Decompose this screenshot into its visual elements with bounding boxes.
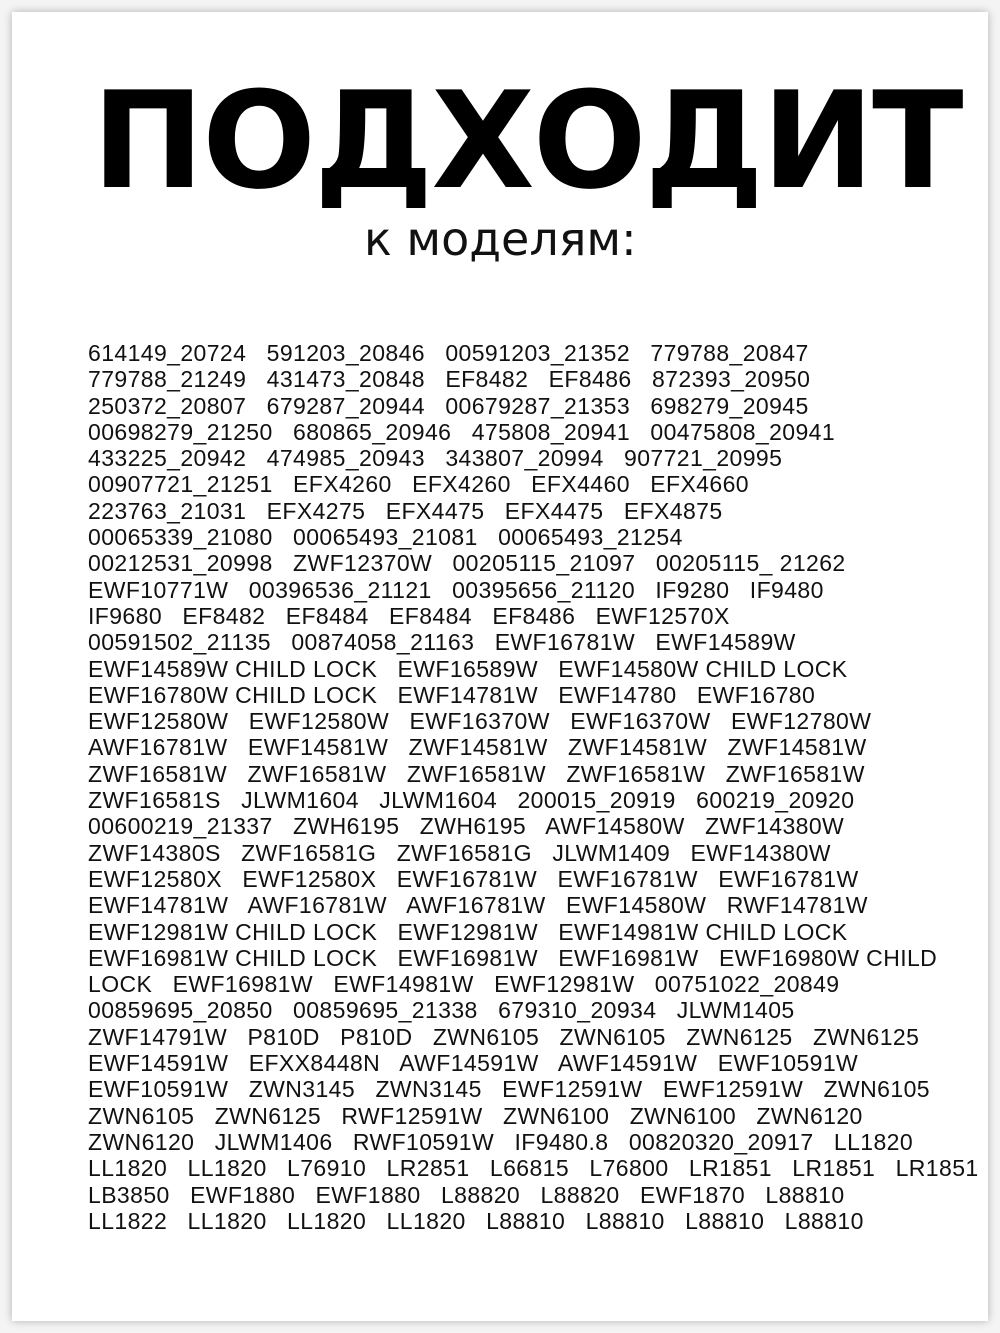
model-list-line: EWF12981W CHILD LOCK EWF12981W EWF14981W CHILD LOCK — [88, 918, 848, 945]
model-list-line: LL1822 LL1820 LL1820 LL1820 L88810 L88810 L88810 L88810 — [88, 1207, 864, 1234]
model-list-line: 614149_20724 591203_20846 00591203_21352 779788_20847 — [88, 340, 809, 366]
model-list-line: LL1820 LL1820 L76910 LR2851 L66815 L76800 LR1851 LR1851 LR1851 — [88, 1155, 979, 1182]
model-list-line: 00600219_21337 ZWH6195 ZWH6195 AWF14580W ZWF14380W — [88, 813, 845, 840]
model-list-line: 433225_20942 474985_20943 343807_20994 907721_20995 — [88, 445, 783, 472]
model-list-line: 250372_20807 679287_20944 00679287_21353 698279_20945 — [88, 392, 809, 419]
model-list-line: LB3850 EWF1880 EWF1880 L88820 L88820 EWF1870 L88810 — [88, 1181, 845, 1208]
model-list-line: EWF10591W ZWN3145 ZWN3145 EWF12591W EWF12591W ZWN6105 — [88, 1076, 930, 1103]
model-list-line: AWF16781W EWF14581W ZWF14581W ZWF14581W ZWF14581W — [88, 734, 867, 761]
model-list-line: 00591502_21135 00874058_21163 EWF16781W EWF14589W — [88, 629, 796, 656]
model-list-line: EWF16981W CHILD LOCK EWF16981W EWF16981W EWF16980W CHILD — [88, 944, 938, 971]
model-list-line: 00065339_21080 00065493_21081 00065493_21254 — [88, 524, 683, 551]
model-list-line: ZWN6105 ZWN6125 RWF12591W ZWN6100 ZWN6100 ZWN6120 — [88, 1102, 863, 1129]
page-title: ПОДХОДИТ — [92, 63, 962, 219]
page-subtitle: к моделям: — [364, 212, 637, 266]
model-list-line: EWF12580W EWF12580W EWF16370W EWF16370W EWF12780W — [88, 708, 872, 735]
model-list — [88, 340, 988, 1234]
model-list-line: EWF14589W CHILD LOCK EWF16589W EWF14580W CHILD LOCK — [88, 655, 848, 682]
model-list-line: IF9680 EF8482 EF8484 EF8484 EF8486 EWF12570X — [88, 602, 730, 629]
model-list-line: 00698279_21250 680865_20946 475808_20941 00475808_20941 — [88, 418, 836, 445]
model-list-line: ZWF14380S ZWF16581G ZWF16581G JLWM1409 EWF14380W — [88, 839, 831, 866]
model-list-line: LOCK EWF16981W EWF14981W EWF12981W 00751022_20849 — [88, 971, 840, 998]
model-list-line: 00859695_20850 00859695_21338 679310_20934 JLWM1405 — [88, 997, 795, 1024]
model-list-line: ZWF16581W ZWF16581W ZWF16581W ZWF16581W ZWF16581W — [88, 760, 865, 787]
model-list-line: ZWN6120 JLWM1406 RWF10591W IF9480.8 00820320_20917 LL1820 — [88, 1128, 914, 1155]
model-list-line: 223763_21031 EFX4275 EFX4475 EFX4475 EFX4875 — [88, 497, 723, 524]
model-list-line: EWF14781W AWF16781W AWF16781W EWF14580W RWF14781W — [88, 892, 868, 919]
model-list-line: ZWF14791W P810D P810D ZWN6105 ZWN6105 ZWN6125 ZWN6125 — [88, 1023, 920, 1050]
model-list-line: ZWF16581S JLWM1604 JLWM1604 200015_20919 600219_20920 — [88, 787, 855, 814]
model-list-line: EWF10771W 00396536_21121 00395656_21120 IF9280 IF9480 — [88, 576, 824, 603]
product-sheet — [12, 12, 988, 1321]
model-list-line: 00907721_21251 EFX4260 EFX4260 EFX4460 EFX4660 — [88, 471, 749, 498]
model-list-line: 779788_21249 431473_20848 EF8482 EF8486 872393_20950 — [88, 366, 811, 393]
model-list-line: EWF16780W CHILD LOCK EWF14781W EWF14780 EWF16780 — [88, 681, 816, 708]
model-list-line: EWF14591W EFXX8448N AWF14591W AWF14591W EWF10591W — [88, 1050, 859, 1077]
model-list-line: EWF12580X EWF12580X EWF16781W EWF16781W EWF16781W — [88, 865, 859, 892]
model-list-line: 00212531_20998 ZWF12370W 00205115_21097 00205115_ 21262 — [88, 550, 846, 577]
